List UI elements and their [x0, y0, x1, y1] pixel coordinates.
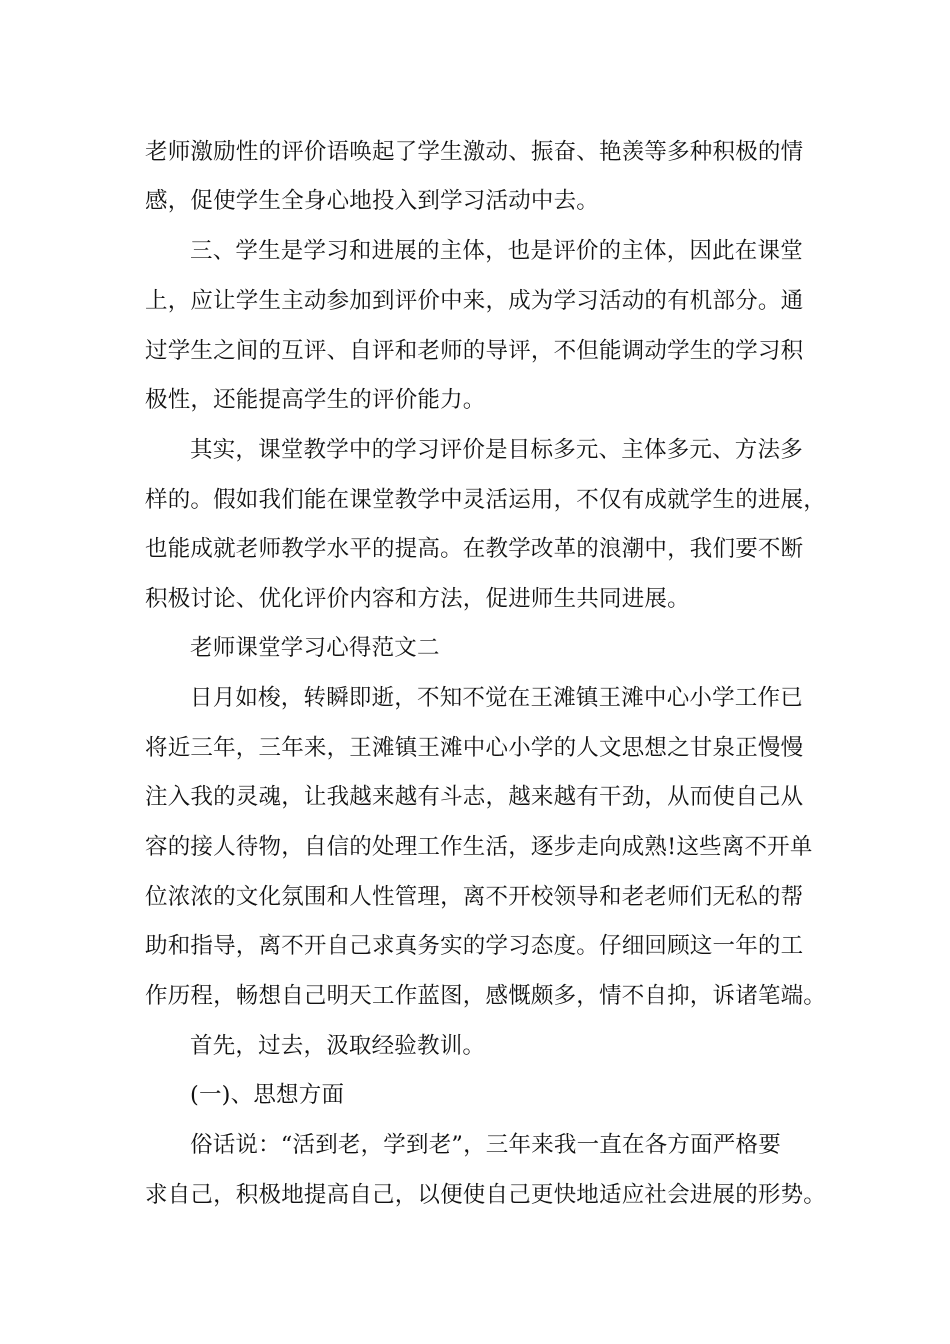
text-line: 上，应让学生主动参加到评价中来，成为学习活动的有机部分。通 — [145, 288, 804, 314]
text-line: 老师激励性的评价语唤起了学生激动、振奋、艳羡等多种积极的情 — [145, 139, 804, 165]
text-line: 作历程，畅想自己明天工作蓝图，感慨颇多，情不自抑，诉诸笔端。 — [145, 983, 827, 1009]
text-line: 感，促使学生全身心地投入到学习活动中去。 — [145, 188, 600, 214]
paragraph-start-line: 三、学生是学习和进展的主体，也是评价的主体，因此在课堂 — [190, 238, 803, 264]
text-line: 将近三年，三年来，王滩镇王滩中心小学的人文思想之甘泉正慢慢 — [145, 735, 804, 761]
text-line: 注入我的灵魂，让我越来越有斗志，越来越有干劲，从而使自己从 — [145, 784, 804, 810]
subsection-heading: (一)、思想方面 — [190, 1082, 345, 1108]
paragraph-start-line: 日月如梭，转瞬即逝，不知不觉在王滩镇王滩中心小学工作已 — [190, 685, 803, 711]
text-line: 求自己，积极地提高自己，以便使自己更快地适应社会进展的形势。 — [145, 1182, 827, 1208]
text-line: 位浓浓的文化氛围和人性管理，离不开校领导和老老师们无私的帮 — [145, 884, 804, 910]
paragraph-start-line: 俗话说：“活到老，学到老”，三年来我一直在各方面严格要 — [190, 1132, 781, 1158]
text-line: 容的接人待物，自信的处理工作生活，逐步走向成熟!这些离不开单 — [145, 834, 813, 860]
text-line: 极性，还能提高学生的评价能力。 — [145, 387, 486, 413]
paragraph-start-line: 首先，过去，汲取经验教训。 — [190, 1033, 486, 1059]
text-line: 也能成就老师教学水平的提高。在教学改革的浪潮中，我们要不断 — [145, 536, 804, 562]
text-line: 积极讨论、优化评价内容和方法，促进师生共同进展。 — [145, 586, 690, 612]
text-line: 助和指导，离不开自己求真务实的学习态度。仔细回顾这一年的工 — [145, 933, 804, 959]
text-line: 样的。假如我们能在课堂教学中灵活运用，不仅有成就学生的进展， — [145, 487, 827, 513]
text-line: 过学生之间的互评、自评和老师的导评，不但能调动学生的学习积 — [145, 338, 804, 364]
section-heading: 老师课堂学习心得范文二 — [190, 635, 440, 661]
paragraph-start-line: 其实，课堂教学中的学习评价是目标多元、主体多元、方法多 — [190, 437, 803, 463]
